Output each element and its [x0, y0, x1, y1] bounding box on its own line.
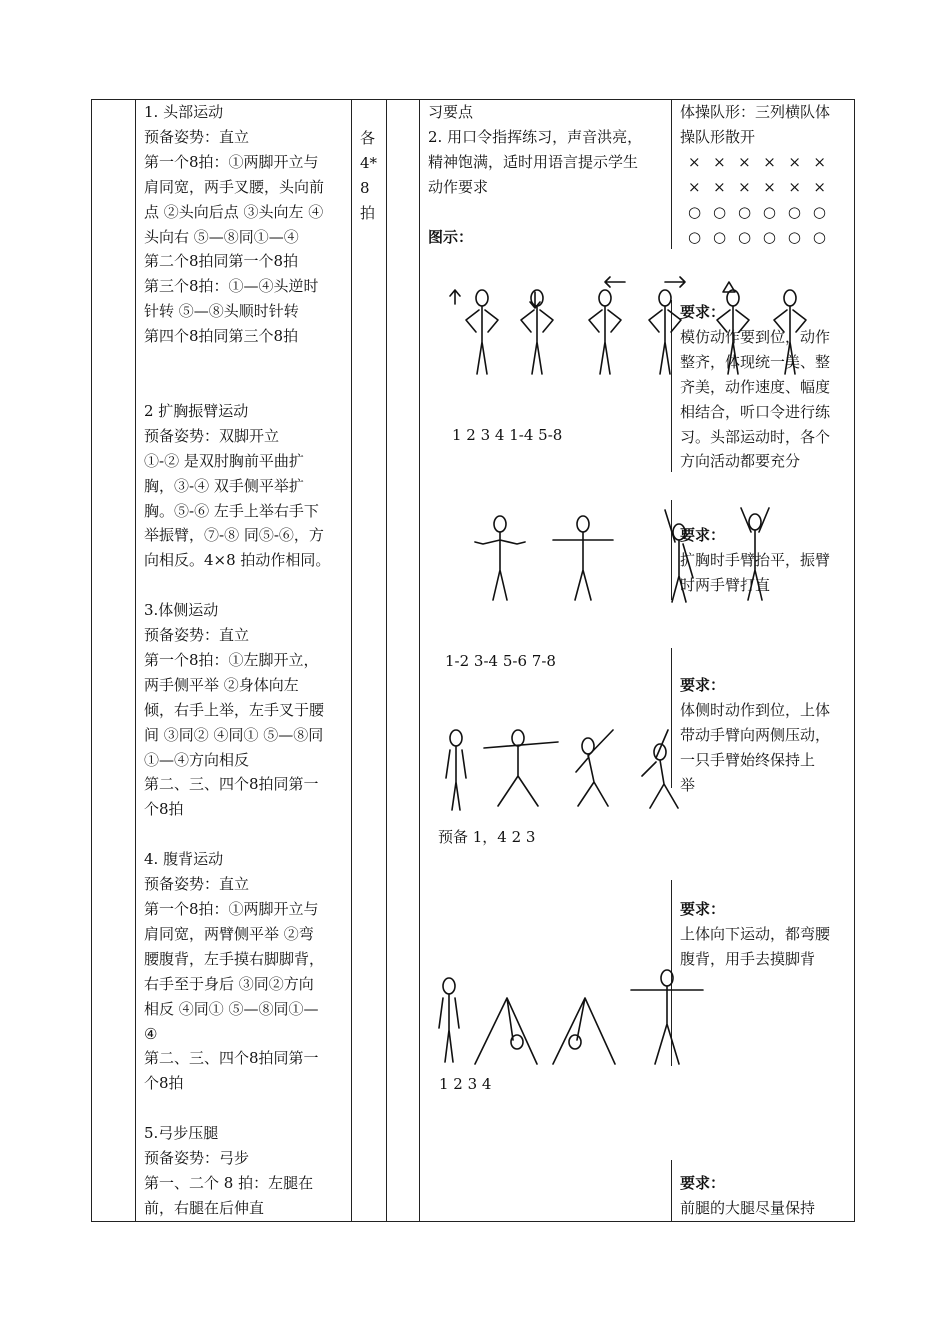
- description-line: 举振臂，⑦-⑧ 同⑤-⑥，方: [144, 526, 324, 545]
- description-line: 第二、三、四个8拍同第一: [144, 1049, 319, 1068]
- description-line: 预备姿势：直立: [144, 875, 250, 894]
- formation-marker: ×: [688, 153, 701, 171]
- formation-section: [680, 100, 850, 150]
- requirement-label: 要求：: [680, 526, 726, 544]
- exercise-description-column: [144, 100, 344, 1221]
- chest-expansion-illustration: [465, 500, 795, 610]
- requirement-text: 相结合，听口令进行练: [680, 402, 831, 421]
- requirement-text: 腹背，用手去摸脚背: [680, 949, 816, 968]
- description-line: 个8拍: [144, 1074, 184, 1093]
- beat-count-text: 8: [360, 178, 370, 197]
- formation-row: [688, 175, 826, 200]
- requirement-text: 模仿动作要到位，动作: [680, 327, 831, 346]
- description-line: 第一个8拍：①两脚开立与: [144, 900, 319, 918]
- method-line: 习要点: [428, 103, 474, 121]
- formation-marker: ○: [688, 203, 702, 221]
- formation-marker: ○: [688, 228, 702, 246]
- formation-grid: [688, 150, 826, 250]
- description-line: 第二、三、四个8拍同第一: [144, 775, 319, 794]
- requirement-text: 齐美，动作速度、幅度: [680, 377, 831, 396]
- description-line: 第一、二个 8 拍：左腿在: [144, 1173, 314, 1192]
- stick-figure: [774, 290, 806, 374]
- description-line: 间 ③同② ④同① ⑤—⑧同: [144, 725, 324, 744]
- description-line: ④: [144, 1024, 158, 1043]
- table-bottom-border: [91, 1221, 854, 1222]
- abdomen-back-labels: 1 2 3 4: [439, 1075, 492, 1093]
- method-line: 2. 用口令指挥练习，声音洪亮，: [428, 127, 643, 146]
- requirement-text: 扩胸时手臂抬平，振臂: [680, 550, 831, 569]
- formation-marker: ×: [688, 178, 701, 196]
- chest-expansion-labels: 1-2 3-4 5-6 7-8: [445, 652, 556, 670]
- description-line: 3.体侧运动: [144, 601, 219, 620]
- table-divider-4: [419, 99, 420, 1222]
- side-bend-figures: [438, 722, 688, 846]
- formation-marker: ×: [713, 153, 726, 171]
- description-line: 腰腹背，左手摸右脚脚背，: [144, 949, 325, 968]
- formation-marker: ○: [712, 228, 727, 246]
- sub-divider-a: [671, 99, 672, 249]
- chest-expansion-figures: [445, 500, 795, 670]
- formation-marker: ○: [812, 203, 826, 221]
- requirement-text: 方向活动都要充分: [680, 452, 801, 471]
- requirement-text: 体侧时动作到位，上体: [680, 700, 831, 719]
- stick-figure: [717, 290, 749, 374]
- requirement-lunge: [680, 1171, 848, 1221]
- description-line: 预备姿势：双脚开立: [144, 426, 280, 445]
- table-border-left: [91, 99, 92, 1222]
- formation-row: [688, 225, 826, 250]
- description-line: 针转 ⑤—⑧头顺时针转: [144, 302, 299, 321]
- requirement-text: 一只手臂始终保持上: [680, 750, 816, 769]
- description-line: 2 扩胸振臂运动: [144, 401, 249, 420]
- abdomen-back-illustration: [435, 968, 695, 1068]
- requirement-text: 时两手臂打直: [680, 575, 771, 594]
- formation-marker: ×: [713, 178, 726, 196]
- description-line: 预备姿势：直立: [144, 127, 250, 146]
- side-bend-illustration: [438, 722, 688, 817]
- head-movement-labels: 1 2 3 4 1-4 5-8: [452, 426, 563, 444]
- description-line: [144, 573, 344, 598]
- requirement-text: 举: [680, 775, 696, 794]
- requirement-label: 要求：: [680, 303, 726, 321]
- table-divider-2: [351, 99, 352, 1222]
- teaching-method-column: [428, 100, 668, 249]
- description-line: 两手侧平举 ②身体向左: [144, 675, 299, 694]
- abdomen-back-figures: [435, 968, 695, 1093]
- formation-title: 操队形散开: [680, 127, 756, 146]
- description-line: 胸。⑤-⑥ 左手上举右手下: [144, 501, 319, 520]
- description-line: 第一个8拍：①左脚开立，: [144, 650, 319, 669]
- sub-divider-f: [671, 1160, 672, 1221]
- description-line: 相反 ④同① ⑤—⑧同①—: [144, 999, 319, 1018]
- table-divider-3: [386, 99, 387, 1222]
- formation-row: [688, 200, 826, 225]
- method-line: 动作要求: [428, 177, 489, 196]
- description-line: 右手至于身后 ③同②方向: [144, 974, 314, 993]
- formation-row: [688, 150, 826, 175]
- description-line: 预备姿势：直立: [144, 626, 250, 645]
- description-line: 5.弓步压腿: [144, 1124, 219, 1143]
- table-divider-1: [135, 99, 136, 1222]
- method-line: [428, 200, 668, 225]
- description-line: 头向右 ⑤—⑧同①—④: [144, 227, 299, 246]
- diagram-heading: 图示：: [428, 227, 474, 246]
- description-line: 4. 腹背运动: [144, 850, 224, 869]
- formation-marker: ○: [762, 228, 776, 246]
- stick-figure: [649, 290, 681, 374]
- description-line: 第二个8拍同第一个8拍: [144, 252, 299, 271]
- description-line: 点 ②头向后点 ③头向左 ④: [144, 202, 324, 221]
- description-line: 预备姿势：弓步: [144, 1149, 250, 1168]
- formation-marker: ×: [738, 153, 751, 171]
- description-line: [144, 374, 344, 399]
- requirement-side-bend: [680, 673, 848, 798]
- description-line: 1. 头部运动: [144, 103, 224, 121]
- formation-marker: ○: [737, 203, 752, 221]
- formation-marker: ○: [787, 203, 801, 221]
- requirement-label: 要求：: [680, 900, 726, 918]
- formation-marker: ×: [813, 153, 826, 171]
- description-line: 前，右腿在后伸直: [144, 1198, 265, 1217]
- stick-figure: [521, 290, 553, 374]
- description-line: 胸，③-④ 双手侧平举扩: [144, 476, 304, 495]
- beat-count-text: 拍: [360, 203, 376, 222]
- head-movement-illustration: [440, 270, 810, 390]
- beat-count-text: 各: [360, 129, 376, 147]
- description-line: 倾，右手上举，左手叉于腰: [144, 700, 325, 719]
- formation-marker: ○: [737, 228, 752, 246]
- description-line: ①-② 是双肘胸前平曲扩: [144, 451, 304, 470]
- requirement-text: 整齐，体现统一美、整: [680, 352, 831, 371]
- formation-marker: ○: [712, 203, 727, 221]
- side-bend-labels: 预备 1，4 2 3: [438, 828, 536, 846]
- beat-count-column: [360, 126, 380, 226]
- description-line: [144, 822, 344, 847]
- requirement-label: 要求：: [680, 676, 726, 694]
- stick-figure: [466, 290, 498, 374]
- description-line: 第一个8拍：①两脚开立与: [144, 152, 319, 171]
- requirement-text: 习。头部运动时，各个: [680, 427, 831, 446]
- table-border-right: [854, 99, 855, 1222]
- formation-marker: ×: [788, 153, 801, 171]
- description-line: 肩同宽，两臂侧平举 ②弯: [144, 924, 314, 943]
- beat-count-text: 4*: [360, 153, 378, 172]
- description-line: 第四个8拍同第三个8拍: [144, 327, 299, 346]
- formation-marker: ○: [812, 228, 826, 246]
- requirement-text: 上体向下运动，都弯腰: [680, 924, 831, 943]
- requirement-text: 带动手臂向两侧压动，: [680, 725, 831, 744]
- stick-figure: [589, 290, 621, 374]
- method-line: 精神饱满，适时用语言提示学生: [428, 152, 639, 171]
- formation-marker: ×: [788, 178, 801, 196]
- description-line: 肩同宽，两手叉腰，头向前: [144, 177, 325, 196]
- description-line: [144, 349, 344, 374]
- formation-marker: ×: [763, 153, 776, 171]
- formation-marker: ×: [738, 178, 751, 196]
- requirement-abdomen-back: [680, 897, 848, 972]
- requirement-label: 要求：: [680, 1174, 726, 1192]
- description-line: 第三个8拍：①—④头逆时: [144, 277, 319, 296]
- description-line: [144, 1096, 344, 1121]
- formation-marker: ○: [787, 228, 801, 246]
- formation-marker: ×: [813, 178, 826, 196]
- formation-title: 体操队形：三列横队体: [680, 103, 831, 121]
- description-line: 个8拍: [144, 800, 184, 819]
- requirement-text: 前腿的大腿尽量保持: [680, 1198, 816, 1217]
- formation-marker: ×: [763, 178, 776, 196]
- description-line: 向相反。4×8 拍动作相同。: [144, 551, 331, 570]
- description-line: ①—④方向相反: [144, 750, 250, 769]
- formation-marker: ○: [762, 203, 776, 221]
